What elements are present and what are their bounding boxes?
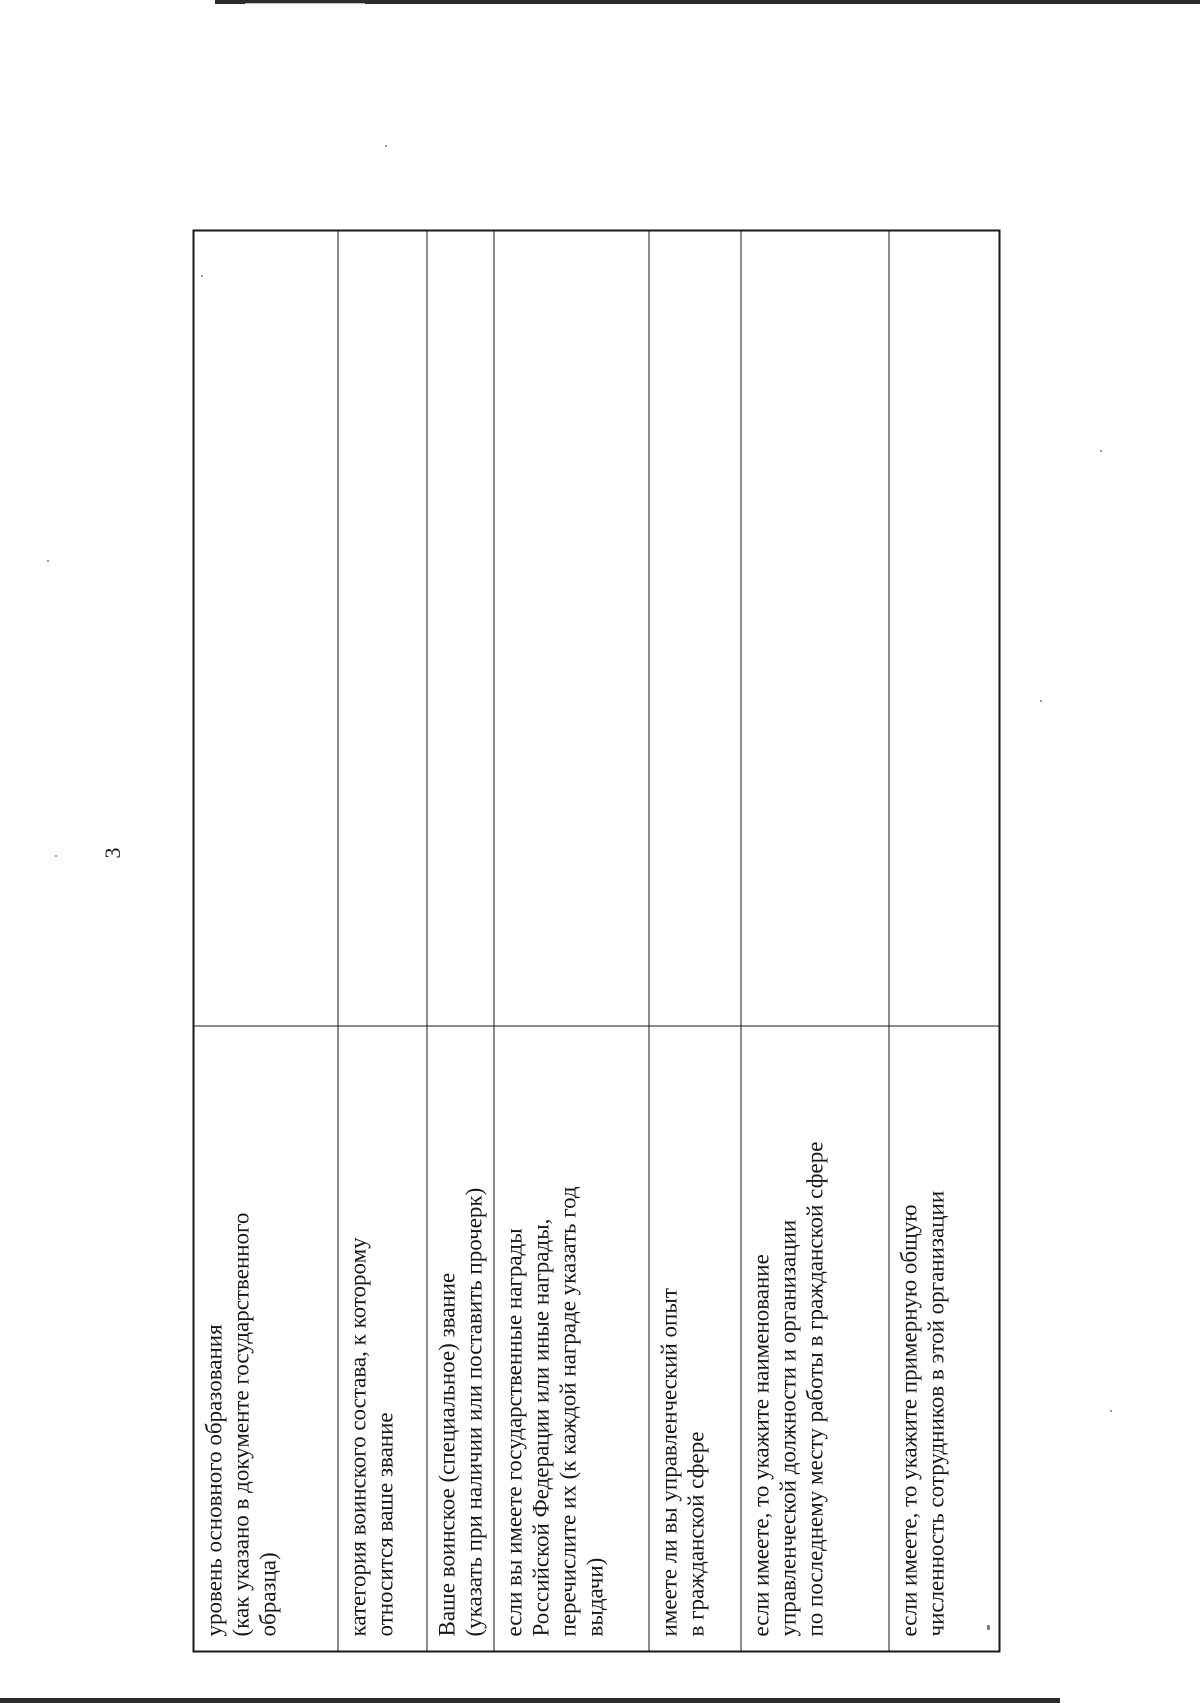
answer-cell[interactable] [338, 231, 427, 1027]
questionnaire-table-wrapper [193, 283, 998, 1653]
question-cell: если имеете, то укажите наименование управленческой должности и организации по последнему месту работы в гражданской сфере [741, 1026, 889, 1652]
scan-speck [47, 560, 49, 562]
answer-cell[interactable] [494, 231, 649, 1027]
scan-speck [385, 145, 387, 147]
scan-speck [1100, 450, 1102, 452]
scan-speck [201, 275, 203, 277]
questionnaire-table [193, 230, 1001, 1653]
answer-cell[interactable] [889, 231, 1000, 1027]
table-row-employee-count [889, 231, 1000, 1652]
question-cell: Ваше воинское (специальное) звание (указать при наличии или поставить прочерк) [427, 1026, 494, 1652]
scan-speck [55, 855, 57, 857]
question-cell: категория воинского состава, к которому относится ваше звание [338, 1026, 427, 1652]
answer-cell[interactable] [741, 231, 889, 1027]
question-cell: имеете ли вы управленческий опыт в гражданской сфере [649, 1026, 741, 1652]
answer-cell[interactable] [194, 231, 338, 1027]
table-row-military-rank [427, 231, 494, 1652]
question-cell: если имеете, то укажите примерную общую численность сотрудников в этой организации [889, 1026, 1000, 1652]
scan-edge-bottom [0, 1698, 1060, 1703]
question-cell: если вы имеете государственные награды Российской Федерации или иные награды, перечислите их (к каждой награде указать год выдачи) [494, 1026, 649, 1652]
table-row-military-category [338, 231, 427, 1652]
page-number: 3 [100, 847, 125, 859]
table-row-awards [494, 231, 649, 1652]
scan-speck [1110, 1410, 1112, 1412]
scan-edge-top-faint [245, 3, 365, 4]
scan-speck [1040, 700, 1042, 702]
scan-speck [987, 1625, 990, 1630]
table-row-management-experience [649, 231, 741, 1652]
table-row-management-position [741, 231, 889, 1652]
answer-cell[interactable] [427, 231, 494, 1027]
table-row-education-level [194, 231, 338, 1652]
question-cell: уровень основного образования (как указано в документе государственного образца) [194, 1026, 338, 1652]
answer-cell[interactable] [649, 231, 741, 1027]
